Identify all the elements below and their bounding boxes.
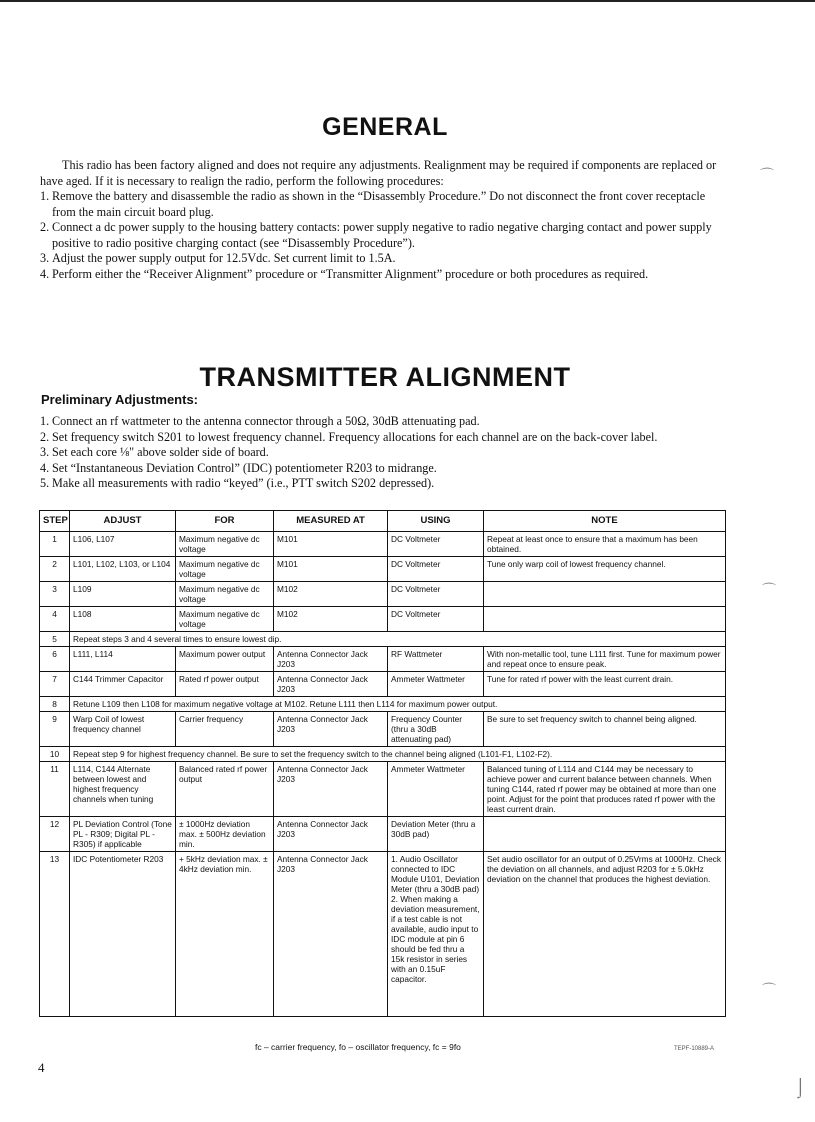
cell-step: 3 bbox=[40, 582, 70, 607]
table-row bbox=[40, 582, 726, 607]
cell-adjust: Warp Coil of lowest frequency channel bbox=[70, 712, 176, 747]
cell-measured-at: Antenna Connector Jack J203 bbox=[274, 817, 388, 852]
cell-for: + 5kHz deviation max. ± 4kHz deviation min. bbox=[176, 852, 274, 1017]
list-item: 3. Adjust the power supply output for 12.5Vdc. Set current limit to 1.5A. bbox=[40, 251, 396, 265]
cell-note bbox=[484, 582, 726, 607]
cell-measured-at: Antenna Connector Jack J203 bbox=[274, 647, 388, 672]
cell-adjust: IDC Potentiometer R203 bbox=[70, 852, 176, 1017]
cell-for: Maximum negative dc voltage bbox=[176, 557, 274, 582]
list-item: 4. Set “Instantaneous Deviation Control” (IDC) potentiometer R203 to midrange. bbox=[40, 460, 437, 475]
col-header-adjust: ADJUST bbox=[70, 511, 176, 532]
cell-using: 1. Audio Oscillator connected to IDC Module U101, Deviation Meter (thru a 30dB pad) 2. When making a deviation measurement, if a test cable is not available, audio input to IDC module at pin 6 should be fed thru a 15k resistor in series with an 0.15uF capacitor. bbox=[388, 852, 484, 1017]
cell-using: DC Voltmeter bbox=[388, 557, 484, 582]
cell-note: Set audio oscillator for an output of 0.25Vrms at 1000Hz. Check the deviation on all channels, and adjust R203 for ± 5.0kHz deviation on the channel that produces the highest deviation. bbox=[484, 852, 726, 1017]
table-row bbox=[40, 697, 726, 712]
cell-for: Balanced rated rf power output bbox=[176, 762, 274, 817]
cell-for: ± 1000Hz deviation max. ± 500Hz deviation min. bbox=[176, 817, 274, 852]
list-item: 3. Set each core ⅛" above solder side of board. bbox=[40, 445, 269, 459]
top-rule bbox=[0, 0, 815, 2]
cell-full-width: Repeat step 9 for highest frequency channel. Be sure to set the frequency switch to the channel being aligned (L101-F1, L102-F2). bbox=[70, 747, 726, 762]
cell-using: DC Voltmeter bbox=[388, 607, 484, 632]
preliminary-steps bbox=[40, 414, 740, 492]
cell-using: Deviation Meter (thru a 30dB pad) bbox=[388, 817, 484, 852]
list-item: 4. Perform either the “Receiver Alignment” procedure or “Transmitter Alignment” procedure or both procedures as required. bbox=[40, 266, 649, 281]
cell-measured-at: M101 bbox=[274, 532, 388, 557]
scan-mark: ⌒ bbox=[762, 984, 776, 999]
cell-step: 5 bbox=[40, 632, 70, 647]
table-row bbox=[40, 532, 726, 557]
cell-note: With non-metallic tool, tune L111 first. Tune for maximum power and repeat once to ensure peak. bbox=[484, 647, 726, 672]
cell-step: 12 bbox=[40, 817, 70, 852]
table-row bbox=[40, 762, 726, 817]
cell-full-width: Retune L109 then L108 for maximum negative voltage at M102. Retune L111 then L114 for maximum power output. bbox=[70, 697, 726, 712]
cell-measured-at: Antenna Connector Jack J203 bbox=[274, 712, 388, 747]
cell-adjust: L106, L107 bbox=[70, 532, 176, 557]
table-row bbox=[40, 712, 726, 747]
general-intro: This radio has been factory aligned and does not require any adjustments. Realignment may be required if components are replaced or have aged. If it is necessary to realign the radio, perform the following procedures: bbox=[40, 158, 717, 188]
list-item: 1. Connect an rf wattmeter to the antenna connector through a 50Ω, 30dB attenuating pad. bbox=[40, 414, 480, 428]
cell-step: 1 bbox=[40, 532, 70, 557]
cell-step: 8 bbox=[40, 697, 70, 712]
cell-using: Frequency Counter (thru a 30dB attenuating pad) bbox=[388, 712, 484, 747]
cell-step: 9 bbox=[40, 712, 70, 747]
cell-adjust: L108 bbox=[70, 607, 176, 632]
cell-measured-at: Antenna Connector Jack J203 bbox=[274, 852, 388, 1017]
table-header-row bbox=[40, 511, 726, 532]
cell-step: 7 bbox=[40, 672, 70, 697]
cell-adjust: L114, C144 Alternate between lowest and highest frequency channels when tuning bbox=[70, 762, 176, 817]
cell-using: DC Voltmeter bbox=[388, 582, 484, 607]
transmitter-heading: TRANSMITTER ALIGNMENT bbox=[199, 362, 571, 392]
general-heading: GENERAL bbox=[322, 113, 448, 141]
frequency-legend: fc – carrier frequency, fo – oscillator frequency, fc = 9fo bbox=[255, 1042, 461, 1052]
alignment-table bbox=[39, 510, 726, 1017]
cell-step: 13 bbox=[40, 852, 70, 1017]
list-item: 2. Set frequency switch S201 to lowest frequency channel. Frequency allocations for each channel are on the back-cover label. bbox=[40, 429, 658, 444]
table-row bbox=[40, 852, 726, 1017]
scan-mark: ⌒ bbox=[762, 584, 776, 599]
col-header-measured-at: MEASURED AT bbox=[274, 511, 388, 532]
cell-for: Carrier frequency bbox=[176, 712, 274, 747]
scan-mark: ⌡ bbox=[795, 1077, 806, 1097]
col-header-note: NOTE bbox=[484, 511, 726, 532]
page-number: 4 bbox=[38, 1060, 45, 1075]
cell-step: 11 bbox=[40, 762, 70, 817]
cell-step: 4 bbox=[40, 607, 70, 632]
cell-adjust: C144 Trimmer Capacitor bbox=[70, 672, 176, 697]
list-item: 1. Remove the battery and disassemble the radio as shown in the “Disassembly Procedure.” Do not disconnect the front cover receptacle from the main circuit board plug. bbox=[40, 189, 706, 219]
cell-using: RF Wattmeter bbox=[388, 647, 484, 672]
cell-measured-at: Antenna Connector Jack J203 bbox=[274, 672, 388, 697]
cell-for: Maximum power output bbox=[176, 647, 274, 672]
list-item: 5. Make all measurements with radio “keyed” (i.e., PTT switch S202 depressed). bbox=[40, 476, 435, 490]
general-section bbox=[40, 158, 730, 282]
table-row bbox=[40, 647, 726, 672]
preliminary-heading: Preliminary Adjustments: bbox=[41, 392, 199, 407]
preliminary-section bbox=[40, 414, 740, 492]
cell-note: Balanced tuning of L114 and C144 may be necessary to achieve power and current balance between channels. When tuning C144, rated rf power may be obtained at more than one point. Adjust for the point that produces rated rf power with the least current drain. bbox=[484, 762, 726, 817]
table-row bbox=[40, 747, 726, 762]
cell-measured-at: Antenna Connector Jack J203 bbox=[274, 762, 388, 817]
cell-adjust: L101, L102, L103, or L104 bbox=[70, 557, 176, 582]
cell-measured-at: M102 bbox=[274, 607, 388, 632]
cell-note: Tune for rated rf power with the least current drain. bbox=[484, 672, 726, 697]
cell-note: Be sure to set frequency switch to channel being aligned. bbox=[484, 712, 726, 747]
table-row bbox=[40, 557, 726, 582]
cell-note: Repeat at least once to ensure that a maximum has been obtained. bbox=[484, 532, 726, 557]
cell-using: DC Voltmeter bbox=[388, 532, 484, 557]
table-row bbox=[40, 817, 726, 852]
col-header-for: FOR bbox=[176, 511, 274, 532]
cell-for: Maximum negative dc voltage bbox=[176, 582, 274, 607]
document-code: TEPF-10889-A bbox=[674, 1046, 715, 1052]
cell-using: Ammeter Wattmeter bbox=[388, 762, 484, 817]
cell-adjust: PL Deviation Control (Tone PL - R309; Digital PL - R305) if applicable bbox=[70, 817, 176, 852]
cell-using: Ammeter Wattmeter bbox=[388, 672, 484, 697]
cell-measured-at: M101 bbox=[274, 557, 388, 582]
table-row bbox=[40, 632, 726, 647]
cell-note bbox=[484, 607, 726, 632]
cell-step: 6 bbox=[40, 647, 70, 672]
table-row bbox=[40, 607, 726, 632]
cell-adjust: L111, L114 bbox=[70, 647, 176, 672]
cell-note bbox=[484, 817, 726, 852]
cell-step: 2 bbox=[40, 557, 70, 582]
list-item: 2. Connect a dc power supply to the housing battery contacts: power supply negative to radio negative charging contact and power supply positive to radio positive charging contact (see “Disassembly Procedure”). bbox=[40, 220, 712, 250]
scan-mark: ⌒ bbox=[760, 169, 774, 184]
cell-for: Maximum negative dc voltage bbox=[176, 532, 274, 557]
table-row bbox=[40, 672, 726, 697]
general-steps bbox=[40, 189, 730, 282]
col-header-step: STEP bbox=[40, 511, 70, 532]
cell-step: 10 bbox=[40, 747, 70, 762]
col-header-using: USING bbox=[388, 511, 484, 532]
cell-for: Rated rf power output bbox=[176, 672, 274, 697]
cell-note: Tune only warp coil of lowest frequency channel. bbox=[484, 557, 726, 582]
cell-for: Maximum negative dc voltage bbox=[176, 607, 274, 632]
cell-full-width: Repeat steps 3 and 4 several times to ensure lowest dip. bbox=[70, 632, 726, 647]
cell-adjust: L109 bbox=[70, 582, 176, 607]
cell-measured-at: M102 bbox=[274, 582, 388, 607]
